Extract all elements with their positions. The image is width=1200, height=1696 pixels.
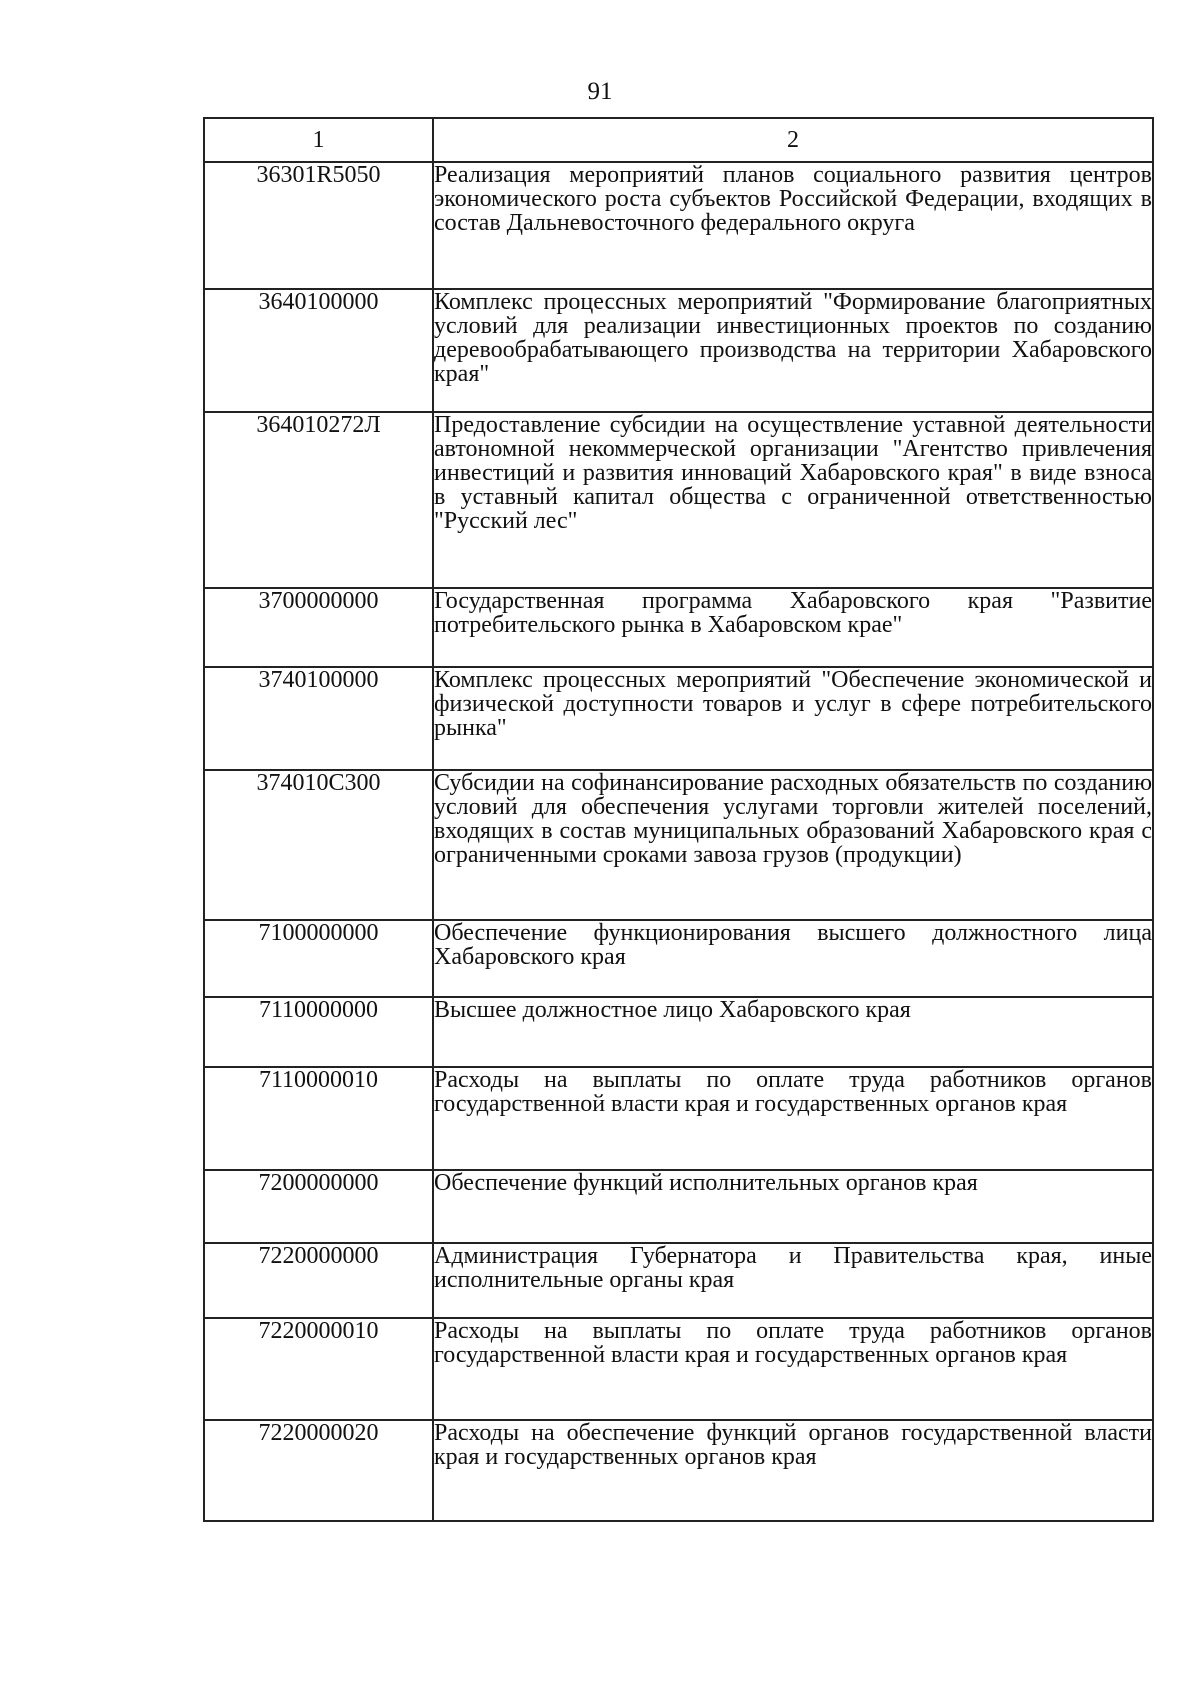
page-number: 91: [587, 78, 613, 105]
row-description: Предоставление субсидии на осуществление уставной деятельности автономной некоммерческой организации "Агентство привлечения инвестиций и развития инноваций Хабаровского края" в виде взноса в уставный капитал общества с ограниченной ответственностью "Русский лес": [433, 412, 1153, 588]
row-description: Реализация мероприятий планов социального развития центров экономического роста субъектов Российской Федерации, входящих в состав Дальневосточного федерального округа: [433, 162, 1153, 289]
row-code: 7200000000: [204, 1170, 433, 1243]
row-description: Субсидии на софинансирование расходных обязательств по созданию условий для обеспечения услугами торговли жителей поселений, входящих в состав муниципальных образований Хабаровского края с ограниченными сроками завоза грузов (продукции): [433, 770, 1153, 920]
table-row: [204, 162, 1153, 289]
table-row: [204, 412, 1153, 588]
table-row: [204, 667, 1153, 770]
table-row: [204, 997, 1153, 1067]
row-description: Высшее должностное лицо Хабаровского края: [433, 997, 1153, 1067]
row-description: Расходы на обеспечение функций органов государственной власти края и государственных органов края: [433, 1420, 1153, 1521]
table-row: [204, 1170, 1153, 1243]
row-description: Комплекс процессных мероприятий "Формирование благоприятных условий для реализации инвестиционных проектов по созданию деревообрабатывающего производства на территории Хабаровского края": [433, 289, 1153, 412]
row-code: 7220000020: [204, 1420, 433, 1521]
column-header-code: 1: [204, 118, 433, 162]
table-row: [204, 289, 1153, 412]
row-code: 3700000000: [204, 588, 433, 667]
row-code: 3640100000: [204, 289, 433, 412]
row-description: Государственная программа Хабаровского края "Развитие потребительского рынка в Хабаровском крае": [433, 588, 1153, 667]
table-row: [204, 1243, 1153, 1318]
row-code: 374010С300: [204, 770, 433, 920]
row-code: 36301R5050: [204, 162, 433, 289]
table-row: [204, 770, 1153, 920]
table-row: [204, 1318, 1153, 1420]
row-description: Расходы на выплаты по оплате труда работников органов государственной власти края и государственных органов края: [433, 1067, 1153, 1170]
row-description: Администрация Губернатора и Правительства края, иные исполнительные органы края: [433, 1243, 1153, 1318]
table-row: [204, 1067, 1153, 1170]
table-row: [204, 588, 1153, 667]
row-code: 3740100000: [204, 667, 433, 770]
row-code: 7220000010: [204, 1318, 433, 1420]
row-code: 364010272Л: [204, 412, 433, 588]
row-description: Комплекс процессных мероприятий "Обеспечение экономической и физической доступности товаров и услуг в сфере потребительского рынка": [433, 667, 1153, 770]
row-description: Расходы на выплаты по оплате труда работников органов государственной власти края и государственных органов края: [433, 1318, 1153, 1420]
table-header-row: [204, 118, 1153, 162]
row-description: Обеспечение функционирования высшего должностного лица Хабаровского края: [433, 920, 1153, 997]
row-code: 7220000000: [204, 1243, 433, 1318]
column-header-description: 2: [433, 118, 1153, 162]
table-row: [204, 920, 1153, 997]
row-description: Обеспечение функций исполнительных органов края: [433, 1170, 1153, 1243]
row-code: 7100000000: [204, 920, 433, 997]
row-code: 7110000000: [204, 997, 433, 1067]
budget-codes-table: [203, 117, 1154, 1522]
table-row: [204, 1420, 1153, 1521]
row-code: 7110000010: [204, 1067, 433, 1170]
